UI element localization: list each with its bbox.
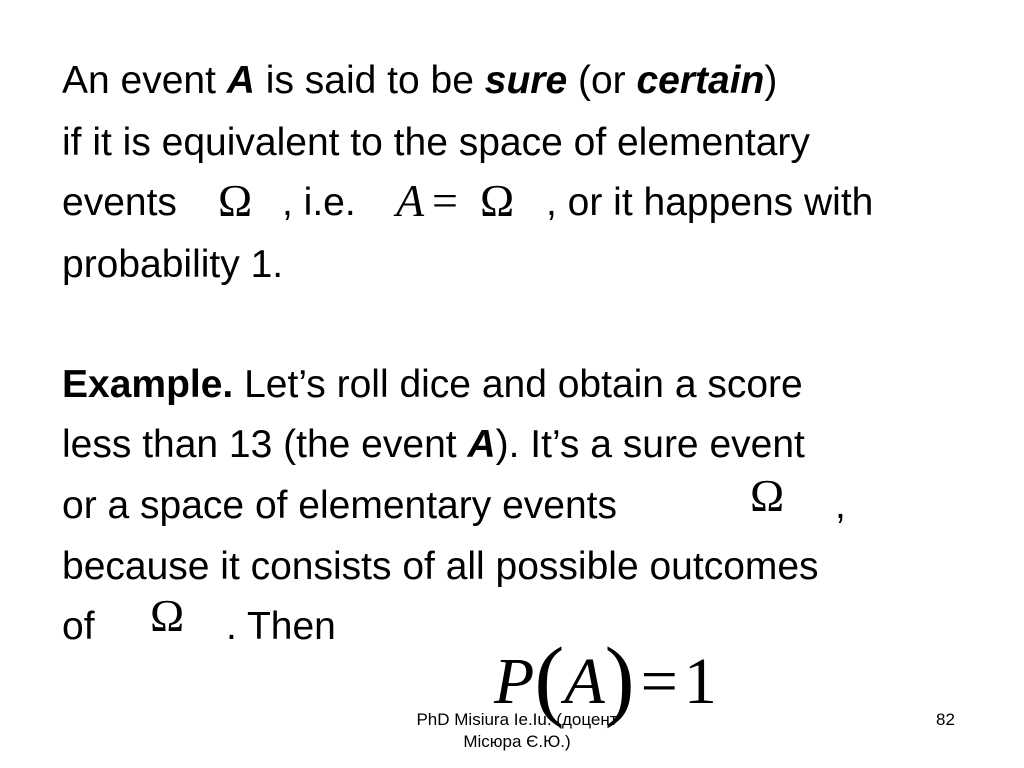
- equals-sign: =: [640, 645, 678, 718]
- definition-line-2: if it is equivalent to the space of elementary: [62, 121, 810, 164]
- example-line-1: [62, 362, 803, 408]
- term-certain: certain: [636, 59, 765, 102]
- definition-line-3-ie: , i.e.: [282, 181, 356, 224]
- right-paren: ): [604, 630, 635, 729]
- equals-sign: =: [432, 175, 458, 226]
- definition-line-3-suffix: , or it happens with: [546, 181, 874, 224]
- footer-author: [392, 709, 642, 753]
- example-label: Example.: [62, 363, 234, 406]
- example-line-3-comma: ,: [835, 484, 846, 527]
- event-symbol: A: [467, 423, 496, 466]
- definition-line-1: [62, 58, 777, 104]
- definition-line-3-prefix: events: [62, 181, 177, 224]
- omega-symbol: Ω: [750, 470, 785, 521]
- author-line-1: PhD Misiura Ie.Iu. (доцент: [416, 710, 618, 729]
- example-line-5-prefix: of: [62, 605, 95, 648]
- term-sure: sure: [484, 59, 568, 102]
- page-number: 82: [936, 710, 955, 729]
- author-line-2: Місюра Є.Ю.): [463, 732, 571, 751]
- example-line-3: or a space of elementary events: [62, 484, 617, 527]
- omega-symbol: Ω: [150, 590, 185, 641]
- definition-text: is said to be: [254, 59, 485, 102]
- omega-symbol: Ω: [218, 175, 253, 226]
- omega-symbol: Ω: [480, 175, 515, 226]
- definition-text: An event: [62, 59, 227, 102]
- event-symbol: A: [226, 59, 255, 102]
- prob-symbol: P: [494, 645, 535, 718]
- event-symbol-math: A: [564, 645, 605, 718]
- example-line-2: [62, 422, 805, 468]
- example-text: Let’s roll dice and obtain a score: [233, 363, 803, 406]
- example-line-4: because it consists of all possible outcomes: [62, 545, 819, 588]
- example-line-5-suffix: . Then: [226, 605, 336, 648]
- formula-result: 1: [683, 645, 717, 718]
- definition-text: (or: [567, 59, 637, 102]
- event-symbol-math: A: [396, 175, 425, 226]
- example-text: less than 13 (the event: [62, 423, 468, 466]
- definition-text: ): [764, 59, 778, 102]
- definition-line-4: probability 1.: [62, 243, 284, 286]
- example-text: ). It’s a sure event: [495, 423, 805, 466]
- left-paren: (: [534, 630, 565, 729]
